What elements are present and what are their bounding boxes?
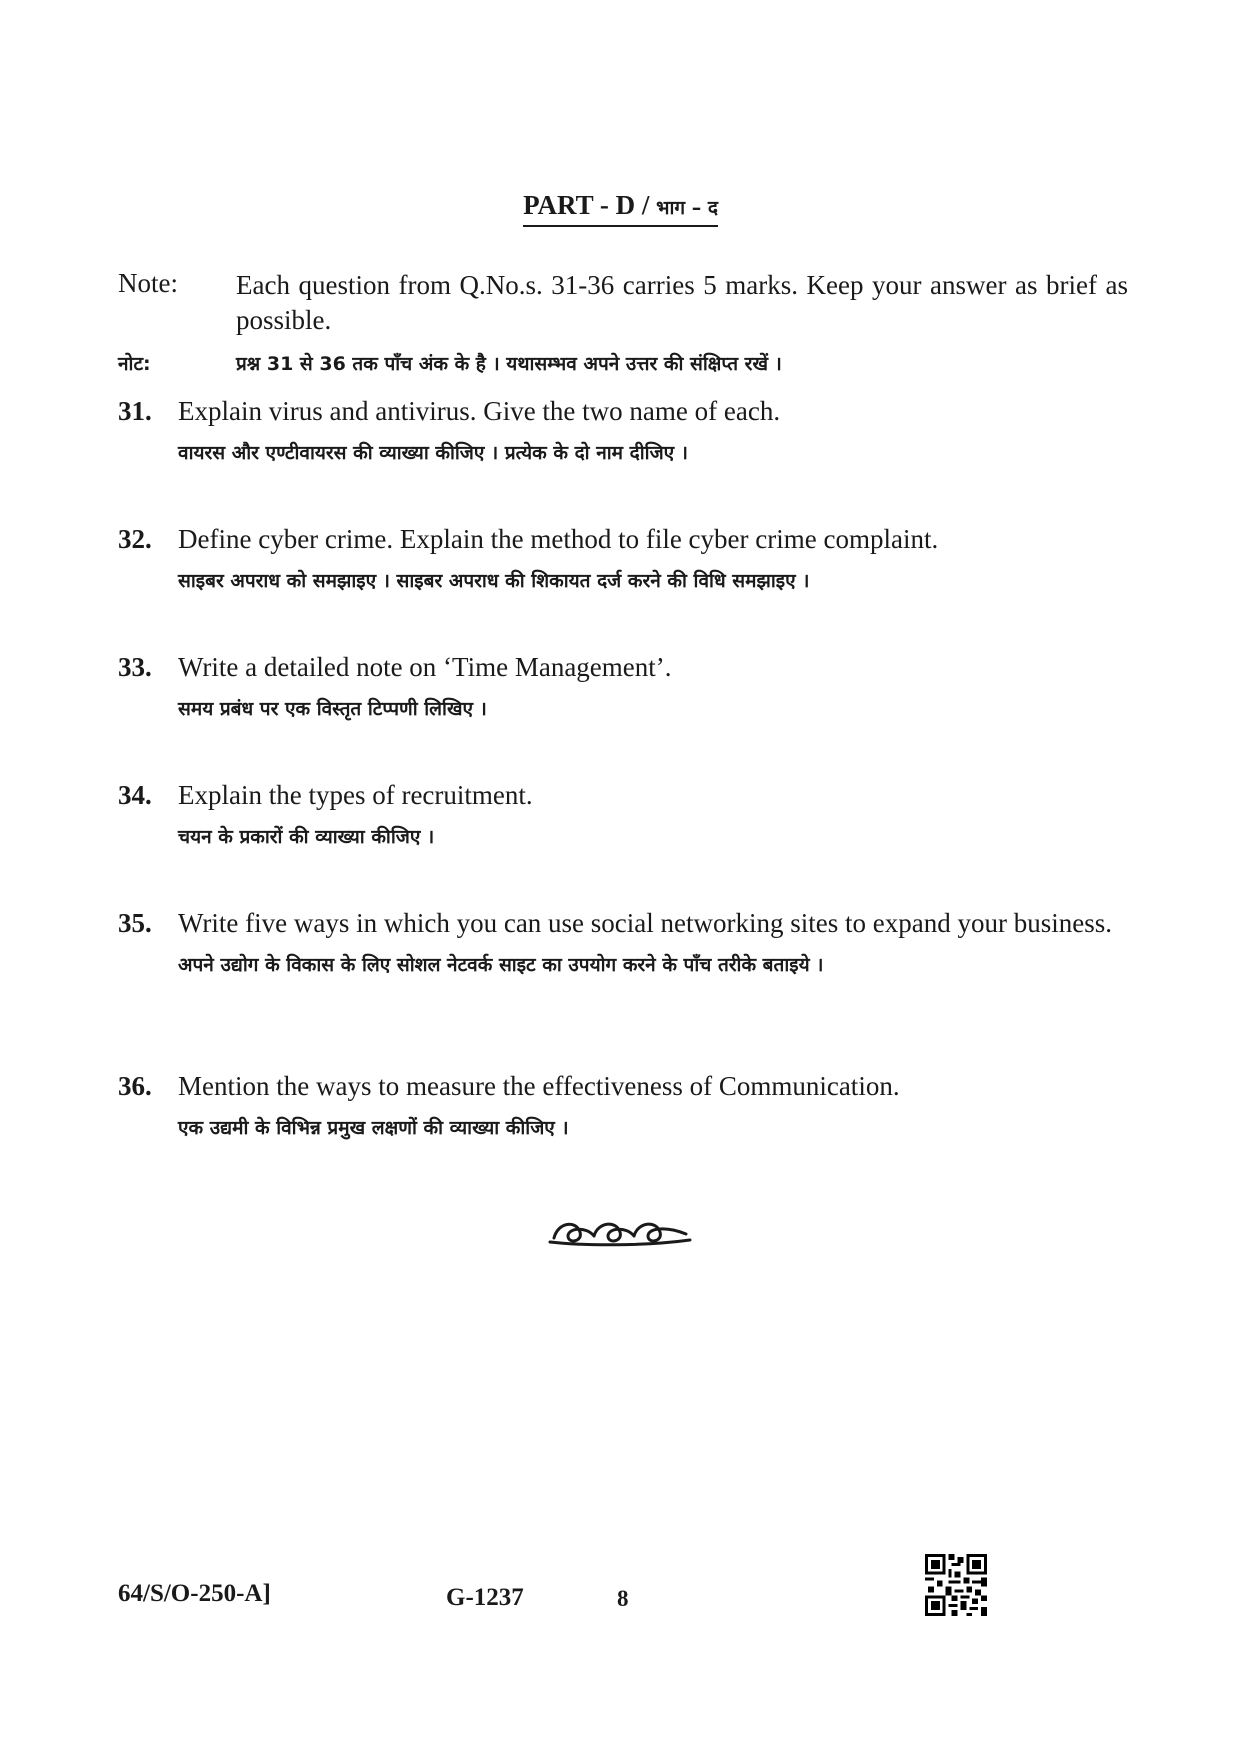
question-number: 35. xyxy=(118,908,152,938)
paper-number: G-1237 xyxy=(446,1584,524,1611)
question-36 xyxy=(118,1069,1128,1142)
question-text-en: Explain the types of recruitment. xyxy=(178,780,533,810)
question-number: 36. xyxy=(118,1071,152,1101)
question-text-hi: एक उद्यमी के विभिन्न प्रमुख लक्षणों की व्याख्या कीजिए । xyxy=(178,1117,569,1139)
question-number: 31. xyxy=(118,396,152,426)
question-text-hi: समय प्रबंध पर एक विस्तृत टिप्पणी लिखिए । xyxy=(178,698,487,720)
question-number: 33. xyxy=(118,652,152,682)
paper-code: 64/S/O-250-A] xyxy=(118,1580,271,1607)
section-heading xyxy=(0,190,1241,227)
note-label-hi: नोट: xyxy=(118,353,151,375)
question-text-hi: साइबर अपराध को समझाइए । साइबर अपराध की शिकायत दर्ज करने की विधि समझाइए । xyxy=(178,570,810,592)
question-34 xyxy=(118,778,1128,851)
qr-code-icon xyxy=(925,1554,987,1616)
end-ornament-icon xyxy=(0,1210,1241,1255)
question-32 xyxy=(118,522,1128,595)
question-text-en: Write five ways in which you can use social networking sites to expand your business. xyxy=(178,908,1112,938)
question-text-en: Define cyber crime. Explain the method to file cyber crime complaint. xyxy=(178,524,939,554)
question-33 xyxy=(118,650,1128,723)
note-text-hi: प्रश्न 31 से 36 तक पाँच अंक के है । यथासम्भव अपने उत्तर की संक्षिप्त रखें । xyxy=(236,353,782,375)
page-number: 8 xyxy=(617,1586,629,1611)
instructions-note xyxy=(118,268,1128,378)
question-text-en: Mention the ways to measure the effectiveness of Communication. xyxy=(178,1071,900,1101)
note-label-en: Note: xyxy=(118,268,178,298)
question-text-hi: चयन के प्रकारों की व्याख्या कीजिए । xyxy=(178,826,435,848)
question-text-hi: वायरस और एण्टीवायरस की व्याख्या कीजिए । प्रत्येक के दो नाम दीजिए । xyxy=(178,442,688,464)
question-31 xyxy=(118,394,1128,467)
section-heading-hi: भाग – द xyxy=(656,197,718,219)
page-footer xyxy=(0,1580,1241,1640)
question-text-en: Explain virus and antivirus. Give the two name of each. xyxy=(178,396,781,426)
question-number: 32. xyxy=(118,524,152,554)
section-heading-en: PART - D / xyxy=(523,190,650,220)
question-text-en: Write a detailed note on ‘Time Management’. xyxy=(178,652,672,682)
question-number: 34. xyxy=(118,780,152,810)
note-text-en: Each question from Q.No.s. 31-36 carries 5 marks. Keep your answer as brief as possible. xyxy=(236,270,1128,335)
question-35 xyxy=(118,906,1128,979)
question-text-hi: अपने उद्योग के विकास के लिए सोशल नेटवर्क साइट का उपयोग करने के पाँच तरीके बताइये । xyxy=(178,954,824,976)
